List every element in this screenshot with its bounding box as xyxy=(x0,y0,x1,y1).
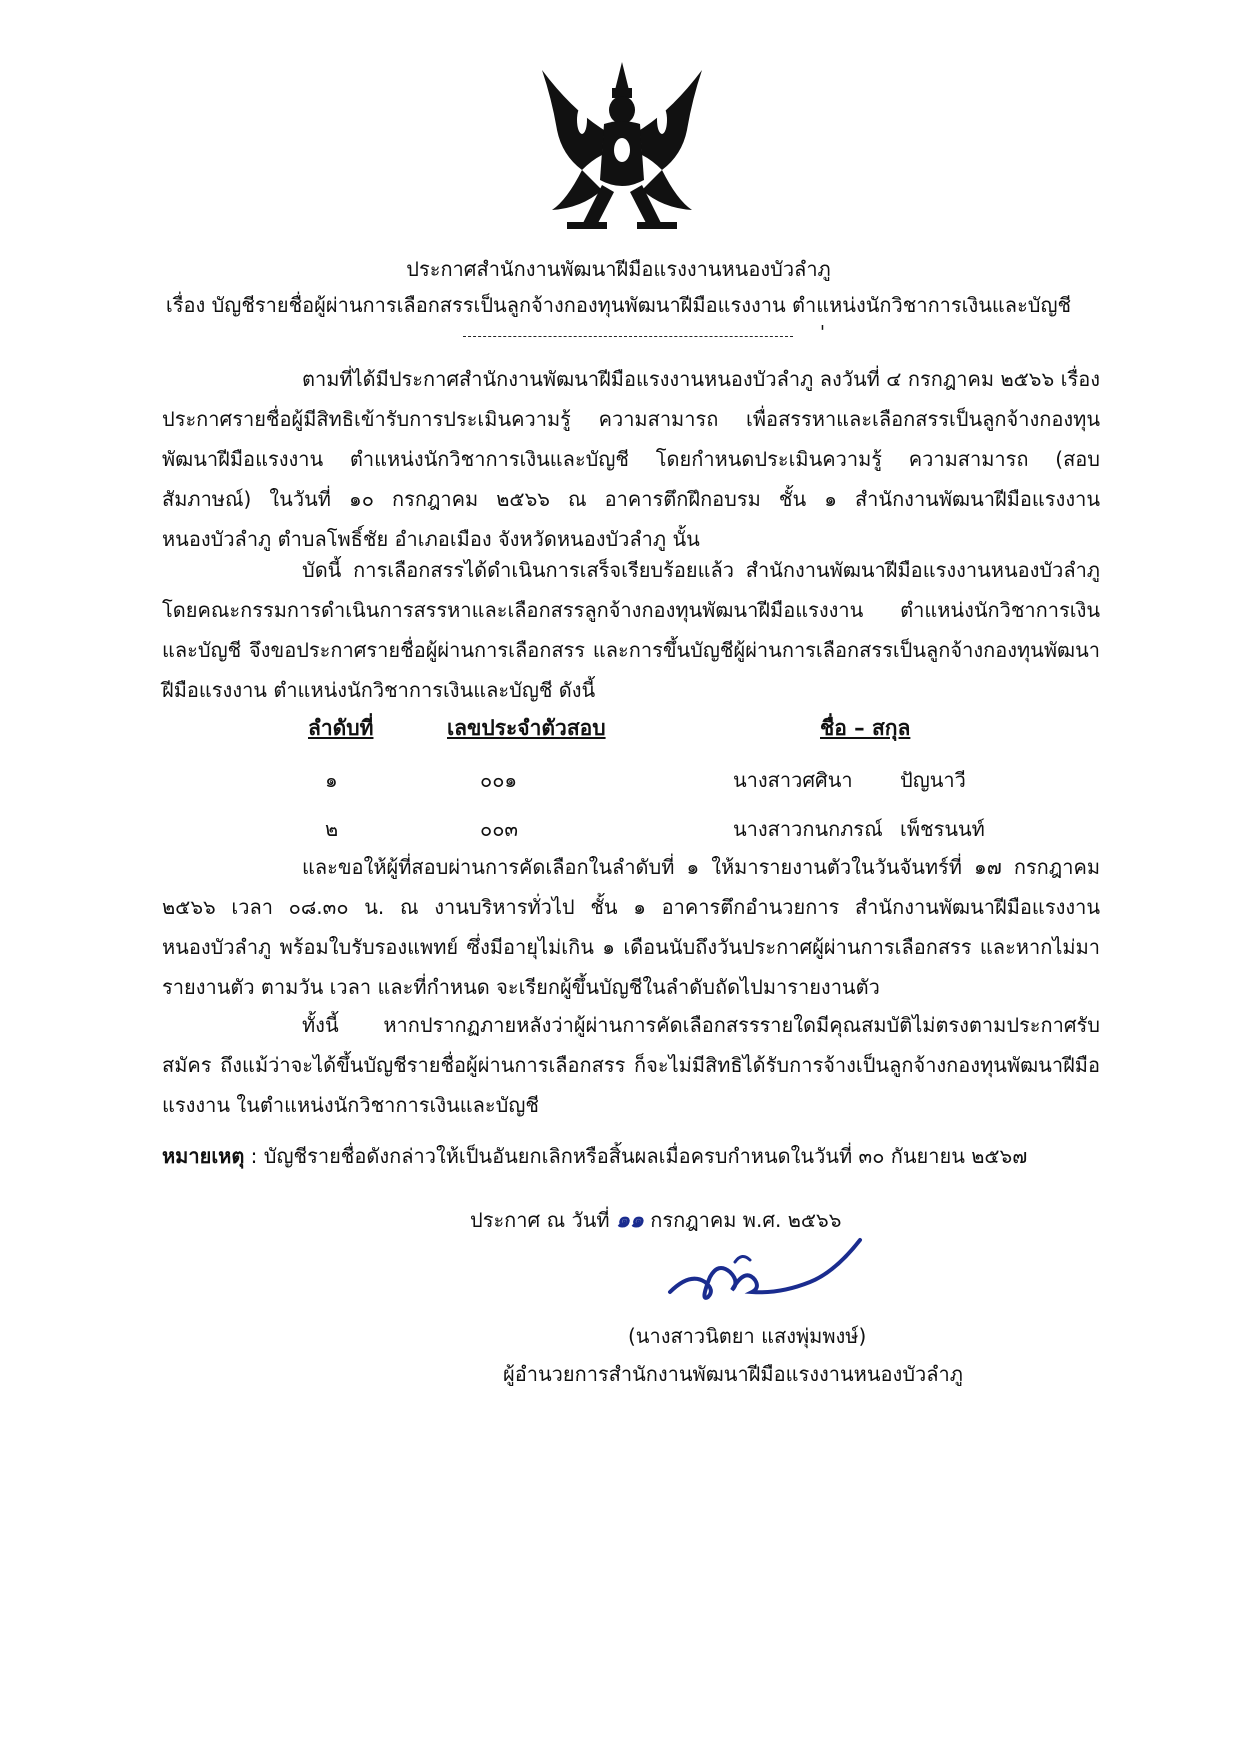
table-cell-surname: เพ็ชรนนท์ xyxy=(900,817,985,841)
note xyxy=(162,1140,1112,1172)
divider-tick: ' xyxy=(820,322,825,343)
paragraph-report-instructions: และขอให้ผู้ที่สอบผ่านการคัดเลือกในลำดับที่ ๑ ให้มารายงานตัวในวันจันทร์ที่ ๑๗ กรกฎาคม ๒๕๖๖ เวลา ๐๘.๓๐ น. ณ งานบริหารทั่วไป ชั้น ๑ อาคารตึกอำนวยการ สำนักงานพัฒนาฝีมือแรงงานหนองบัวลำภู พร้อมใบรับรองแพทย์ ซึ่งมีอายุไม่เกิน ๑ เดือนนับถึงวันประกาศผู้ผ่านการเลือกสรร และหากไม่มารายงานตัว ตามวัน เวลา และที่กำหนด จะเรียกผู้ขึ้นบัญชีในลำดับถัดไปมารายงานตัว xyxy=(162,855,1100,999)
dashed-divider xyxy=(463,336,793,337)
note-text: : บัญชีรายชื่อดังกล่าวให้เป็นอันยกเลิกหรือสิ้นผลเมื่อครบกำหนดในวันที่ ๓๐ กันยายน ๒๕๖๗ xyxy=(244,1144,1028,1168)
announcement-subject: เรื่อง บัญชีรายชื่อผู้ผ่านการเลือกสรรเป็นลูกจ้างกองทุนพัฒนาฝีมือแรงงาน ตำแหน่งนักวิชาการเงินและบัญชี xyxy=(165,293,1072,317)
table-cell-name: นางสาวศศินา xyxy=(733,768,853,792)
table-cell-order: ๒ xyxy=(325,817,339,841)
table-cell-order: ๑ xyxy=(325,768,338,792)
announcement-title: ประกาศสำนักงานพัฒนาฝีมือแรงงานหนองบัวลำภู xyxy=(406,257,831,281)
handwritten-day: ๑๑ xyxy=(615,1208,644,1233)
table-cell-name: นางสาวกนกภรณ์ xyxy=(733,817,883,841)
table-header-exam-id: เลขประจำตัวสอบ xyxy=(447,716,606,740)
signer-position: ผู้อำนวยการสำนักงานพัฒนาฝีมือแรงงานหนองบัวลำภู xyxy=(503,1362,963,1386)
table-cell-exam-id: ๐๐๓ xyxy=(480,817,519,841)
signer-name: (นางสาวนิตยา แสงพุ่มพงษ์) xyxy=(628,1324,867,1348)
announcement-date: ประกาศ ณ วันที่ ๑๑ กรกฎาคม พ.ศ. ๒๕๖๖ xyxy=(470,1208,842,1233)
table-header-name: ชื่อ – สกุล xyxy=(820,716,911,740)
table-header-order: ลำดับที่ xyxy=(308,716,374,740)
garuda-emblem-icon xyxy=(522,60,722,240)
note-label: หมายเหตุ xyxy=(162,1144,245,1168)
paragraph-background: ตามที่ได้มีประกาศสำนักงานพัฒนาฝีมือแรงงานหนองบัวลำภู ลงวันที่ ๔ กรกฎาคม ๒๕๖๖ เรื่อง ประกาศรายชื่อผู้มีสิทธิเข้ารับการประเมินความรู้ ความสามารถ เพื่อสรรหาและเลือกสรรเป็นลูกจ้างกองทุนพัฒนาฝีมือแรงงาน ตำแหน่งนักวิชาการเงินและบัญชี โดยกำหนดประเมินความรู้ ความสามารถ (สอบสัมภาษณ์) ในวันที่ ๑๐ กรกฎาคม ๒๕๖๖ ณ อาคารตึกฝึกอบรม ชั้น ๑ สำนักงานพัฒนาฝีมือแรงงานหนองบัวลำภู ตำบลโพธิ์ชัย อำเภอเมือง จังหวัดหนองบัวลำภู นั้น xyxy=(162,367,1100,551)
paragraph-disqualification: ทั้งนี้ หากปรากฏภายหลังว่าผู้ผ่านการคัดเลือกสรรรายใดมีคุณสมบัติไม่ตรงตามประกาศรับสมัคร ถึงแม้ว่าจะได้ขึ้นบัญชีรายชื่อผู้ผ่านการเลือกสรร ก็จะไม่มีสิทธิได้รับการจ้างเป็นลูกจ้างกองทุนพัฒนาฝีมือแรงงาน ในตำแหน่งนักวิชาการเงินและบัญชี xyxy=(162,1013,1100,1117)
paragraph-result: บัดนี้ การเลือกสรรได้ดำเนินการเสร็จเรียบร้อยแล้ว สำนักงานพัฒนาฝีมือแรงงานหนองบัวลำภู โดยคณะกรรมการดำเนินการสรรหาและเลือกสรรลูกจ้างกองทุนพัฒนาฝีมือแรงงาน ตำแหน่งนักวิชาการเงินและบัญชี จึงขอประกาศรายชื่อผู้ผ่านการเลือกสรร และการขึ้นบัญชีผู้ผ่านการเลือกสรรเป็นลูกจ้างกองทุนพัฒนาฝีมือแรงงาน ตำแหน่งนักวิชาการเงินและบัญชี ดังนี้ xyxy=(162,558,1100,702)
handwritten-signature xyxy=(660,1222,880,1322)
table-cell-exam-id: ๐๐๑ xyxy=(480,768,518,792)
table-cell-surname: ปัญนาวี xyxy=(900,768,966,792)
